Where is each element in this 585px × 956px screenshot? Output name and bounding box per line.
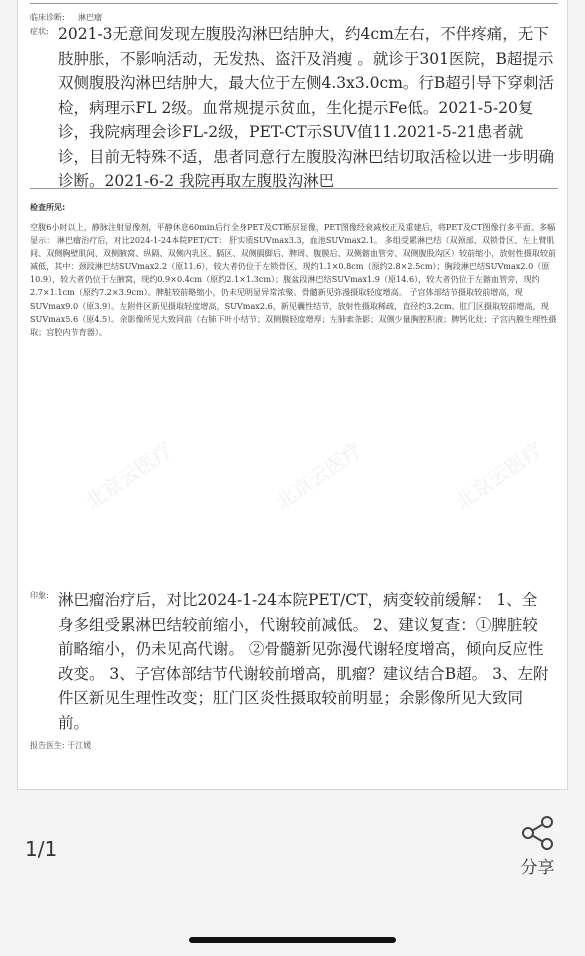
page-indicator: 1/1 [25, 837, 58, 861]
exam-findings-text: 空腹6小时以上，静脉注射显像剂，平静休息60min后行全身PET及CT断层显像，PET图像经衰减校正及重建后，将PET及CT图像行多平面、多幅显示： 淋巴瘤治疗后，对比2024-1-24本院PET/CT： 肝实质SUVmax3.3，血池SUVmax2.1。 多组受累淋巴结（双颈部、双锁骨区、左上臂肌间、双侧胸壁肌间、双侧腋窝、纵隔、双侧内乳区、膈区、双侧膈脚后、脾周、腹膜后、双侧髂血管旁、双侧腹股沟区）较前缩小，放射性摄取较前减低，其中：颈段淋巴结SUVmax2.2（原11.6），较大者仍位于左锁骨区，现约1.1×0.8cm（原约2.8×2.5cm）；胸段淋巴结SUVmax2.0（原10.9），较大者仍位于左腋窝，现约0.9×0.4cm（原约2.1×1.3cm）；腹盆段淋巴结SUVmax1.9（原14.6），较大者仍位于左髂血管旁，现约2.7×1.1cm（原约7.2×3.9cm）。脾脏较前略缩小，仍未见明显异常浓聚。骨髓新见弥漫摄取轻度增高。 子宫体部结节摄取较前增高，现SUVmax9.0（原3.9）。左附件区新见摄取轻度增高，SUVmax2.6，新见囊性结节，放射性摄取稀疏，直径约3.2cm。肛门区摄取较前增高，现SUVmax5.6（原4.5）。余影像所见大致同前（右肺下叶小结节；双侧膜轻度增厚；左肺索条影；双侧少量胸腔积液；脾钙化灶；子宫内膜生理性摄取；宫腔内节育器）。 [30, 222, 557, 337]
watermark [79, 434, 178, 515]
share-button[interactable] [510, 815, 565, 880]
watermark [449, 434, 548, 515]
exam-findings-label: 检查所见: [30, 203, 66, 212]
viewer-toolbar [0, 790, 585, 956]
watermark [269, 434, 368, 515]
share-label: 分享 [520, 858, 555, 878]
report-doctor [30, 740, 91, 751]
impression-label: 印象: [30, 591, 49, 600]
clinical-diagnosis-value: 淋巴瘤 [78, 13, 102, 22]
doctor-name: 于江媛 [67, 741, 92, 750]
home-indicator[interactable] [189, 937, 396, 943]
top-divider [30, 3, 558, 4]
symptoms-label: 症状: [30, 27, 49, 36]
clinical-diagnosis-label: 临床诊断: [30, 13, 65, 22]
report-page [17, 0, 568, 790]
symptoms-text: 2021-3无意间发现左腹股沟淋巴结肿大，约4cm左右，不伴疼痛，无下肢肿胀，不影响活动，无发热、盗汗及消瘦 。就诊于301医院，B超提示双侧腹股沟淋巴结肿大，最大位于左侧4.3x3.0cm。行B超引导下穿刺活检，病理示FL 2级。血常规提示贫血，生化提示Fe低。2021-5-20复诊，我院病理会诊FL-2级，PET-CT示SUV值11.2021-5-21患者就诊，目前无特殊不适，患者同意行左腹股沟淋巴结切取活检以进一步明确诊断。2021-6-2 我院再取左腹股沟淋巴 [58, 25, 555, 190]
share-icon [520, 815, 556, 851]
doctor-label: 报告医生: [30, 741, 65, 750]
symptoms-divider [30, 188, 558, 189]
impression-text: 淋巴瘤治疗后，对比2024-1-24本院PET/CT，病变较前缓解： 1、全身多组受累淋巴结较前缩小，代谢较前减低。 2、建议复查：①脾脏较前略缩小，仍未见高代谢。 ②骨髓新见弥漫代谢轻度增高，倾向反应性改变。 3、子宫体部结节代谢较前增高，肌瘤？建议结合B超。 3、左附件区新见生理性改变；肛门区炎性摄取较前明显；余影像所见大致同前。 [58, 591, 549, 732]
